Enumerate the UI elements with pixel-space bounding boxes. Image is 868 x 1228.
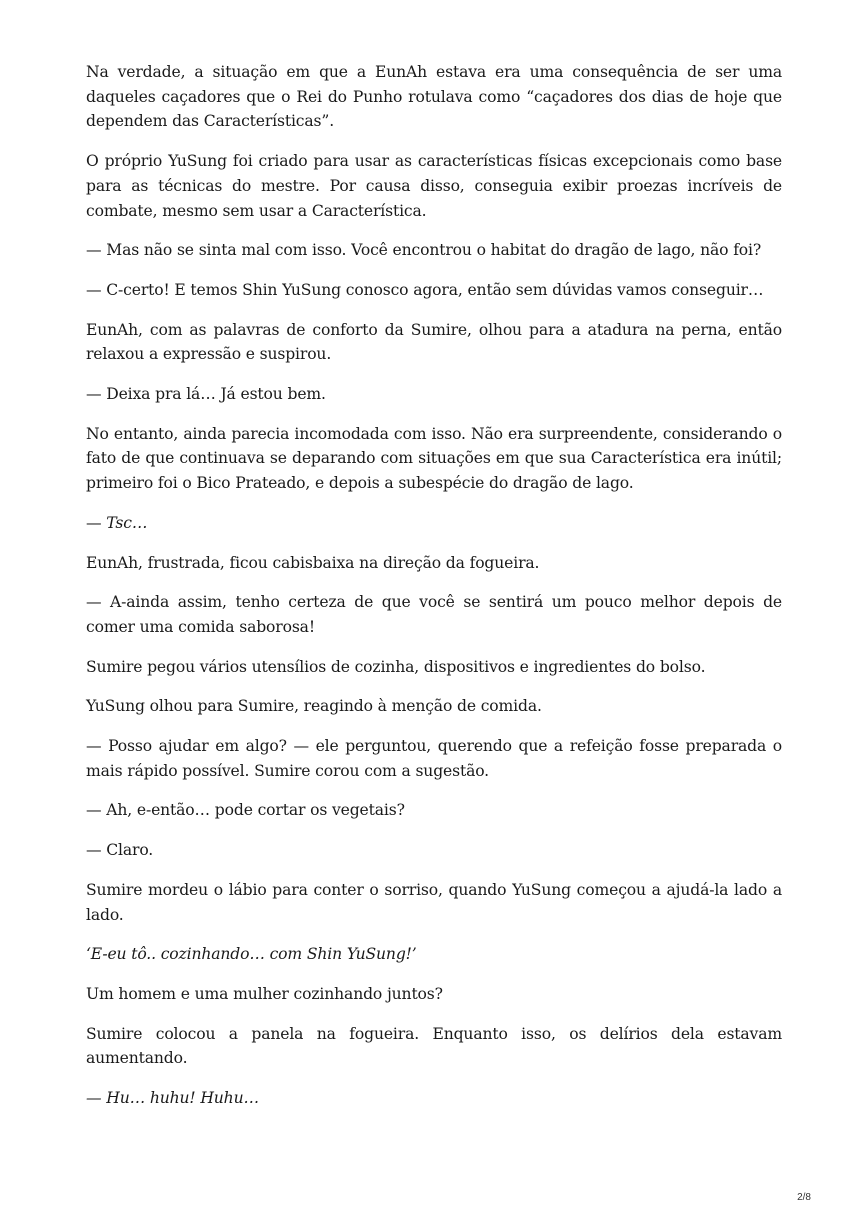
paragraph: YuSung olhou para Sumire, reagindo à menção de comida. bbox=[86, 697, 542, 716]
paragraph: — C-certo! E temos Shin YuSung conosco agora, então sem dúvidas vamos conseguir… bbox=[86, 280, 764, 299]
paragraph-italic: — Hu… huhu! Huhu… bbox=[86, 1089, 259, 1108]
paragraph: — Mas não se sinta mal com isso. Você encontrou o habitat do dragão de lago, não foi? bbox=[86, 241, 762, 260]
paragraph: — A-ainda assim, tenho certeza de que você se sentirá um pouco melhor depois de comer uma comida saborosa! bbox=[86, 593, 782, 636]
paragraph: No entanto, ainda parecia incomodada com isso. Não era surpreendente, considerando o fato de que continuava se deparando com situações em que sua Característica era inútil; primeiro foi o Bico Prateado, e depois a subespécie do dragão de lago. bbox=[86, 424, 782, 493]
paragraph: — Posso ajudar em algo? — ele perguntou, querendo que a refeição fosse preparada o mais rápido possível. Sumire corou com a sugestão. bbox=[86, 737, 782, 780]
paragraph: — Claro. bbox=[86, 841, 154, 860]
paragraph: Sumire mordeu o lábio para conter o sorriso, quando YuSung começou a ajudá-la lado a lado. bbox=[86, 880, 782, 924]
dialogue-dash: — bbox=[86, 513, 107, 532]
paragraph: Sumire pegou vários utensílios de cozinha, dispositivos e ingredientes do bolso. bbox=[86, 657, 706, 676]
page-number: 2/8 bbox=[797, 1192, 811, 1203]
paragraph: Um homem e uma mulher cozinhando juntos? bbox=[86, 984, 443, 1003]
paragraph: Na verdade, a situação em que a EunAh estava era uma consequência de ser uma daqueles caçadores que o Rei do Punho rotulava como “caçadores dos dias de hoje que dependem das Características”. bbox=[86, 63, 782, 131]
paragraph-italic: ‘E-eu tô.. cozinhando… com Shin YuSung!’ bbox=[86, 945, 417, 964]
paragraph bbox=[86, 511, 782, 536]
paragraph: — Deixa pra lá… Já estou bem. bbox=[86, 385, 326, 404]
document-body bbox=[86, 60, 782, 1126]
paragraph: O próprio YuSung foi criado para usar as características físicas excepcionais como base para as técnicas do mestre. Por causa disso, conseguia exibir proezas incríveis de combate, mesmo sem usar a Característica. bbox=[86, 152, 782, 220]
italic-text: Tsc… bbox=[106, 513, 148, 532]
paragraph: EunAh, com as palavras de conforto da Sumire, olhou para a atadura na perna, então relaxou a expressão e suspirou. bbox=[86, 320, 782, 364]
paragraph: — Ah, e-então… pode cortar os vegetais? bbox=[86, 801, 405, 820]
paragraph: EunAh, frustrada, ficou cabisbaixa na direção da fogueira. bbox=[86, 553, 540, 572]
paragraph: Sumire colocou a panela na fogueira. Enquanto isso, os delírios dela estavam aumentando. bbox=[86, 1024, 782, 1068]
